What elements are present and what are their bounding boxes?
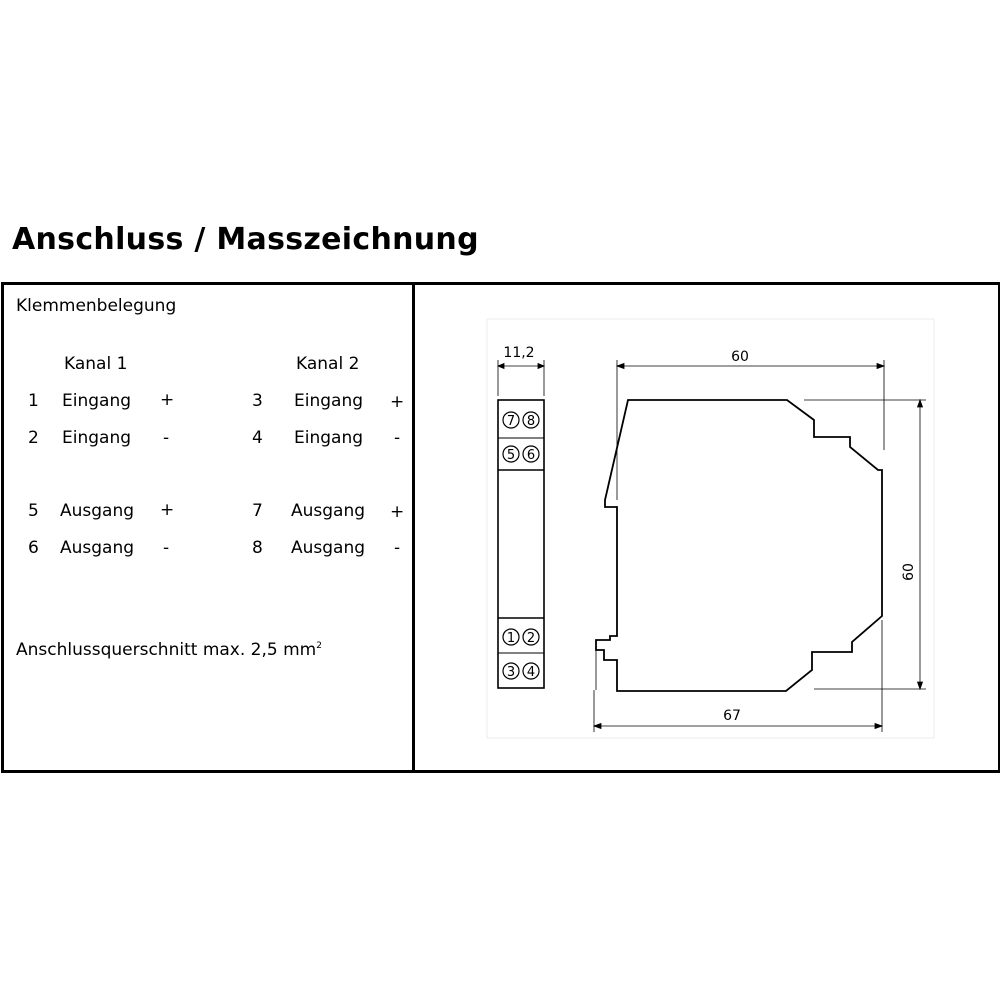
cross-section-note xyxy=(16,640,322,660)
terminal-2-label: 2 xyxy=(526,631,536,646)
channel-1-header: Kanal 1 xyxy=(64,354,128,374)
side-view-outline xyxy=(596,400,882,691)
terminal-number: 1 xyxy=(28,391,39,411)
polarity-sign: + xyxy=(390,502,405,522)
terminal-number: 7 xyxy=(252,501,263,521)
channel-2-header: Kanal 2 xyxy=(296,354,360,374)
terminal-label: Eingang xyxy=(294,391,364,411)
terminal-label: Ausgang xyxy=(60,538,135,558)
dimension-height xyxy=(804,400,926,689)
page-title: Anschluss / Masszeichnung xyxy=(12,222,479,257)
terminal-label: Ausgang xyxy=(60,501,135,521)
terminal-number: 6 xyxy=(28,538,39,558)
panel-divider xyxy=(412,282,415,773)
dim-height-label: 60 xyxy=(901,563,917,581)
terminal-number: 5 xyxy=(28,501,39,521)
front-view-outline xyxy=(498,400,544,688)
dimension-top-depth xyxy=(617,360,884,500)
dim-front-width-label: 11,2 xyxy=(503,345,535,361)
terminal-label: Eingang xyxy=(294,428,364,448)
terminal-label: Eingang xyxy=(62,391,132,411)
terminal-1-label: 1 xyxy=(506,631,516,646)
cross-section-text: Anschlussquerschnitt max. 2,5 mm xyxy=(16,640,317,660)
polarity-sign: + xyxy=(160,500,175,520)
terminal-number: 8 xyxy=(252,538,263,558)
terminal-4-label: 4 xyxy=(526,665,536,680)
terminal-number: 2 xyxy=(28,428,39,448)
terminal-number: 4 xyxy=(252,428,263,448)
polarity-sign: - xyxy=(163,428,170,448)
panel-title: Klemmenbelegung xyxy=(16,296,177,316)
polarity-sign: - xyxy=(394,538,401,558)
terminal-6-label: 6 xyxy=(526,448,536,463)
polarity-sign: + xyxy=(160,390,175,410)
terminal-label: Eingang xyxy=(62,428,132,448)
dimension-drawing xyxy=(486,318,936,740)
terminal-label: Ausgang xyxy=(291,538,366,558)
polarity-sign: + xyxy=(390,392,405,412)
cross-section-superscript: 2 xyxy=(316,641,322,651)
dim-top-depth-label: 60 xyxy=(731,349,749,365)
polarity-sign: - xyxy=(394,428,401,448)
polarity-sign: - xyxy=(163,538,170,558)
dim-bottom-depth-label: 67 xyxy=(723,708,741,724)
front-view xyxy=(498,400,544,688)
terminal-7-label: 7 xyxy=(506,414,516,429)
terminal-8-label: 8 xyxy=(526,414,536,429)
terminal-3-label: 3 xyxy=(506,665,516,680)
drawing-border xyxy=(487,319,934,738)
terminal-number: 3 xyxy=(252,391,263,411)
terminal-5-label: 5 xyxy=(506,448,516,463)
terminal-label: Ausgang xyxy=(291,501,366,521)
dimension-front-width xyxy=(498,360,544,396)
